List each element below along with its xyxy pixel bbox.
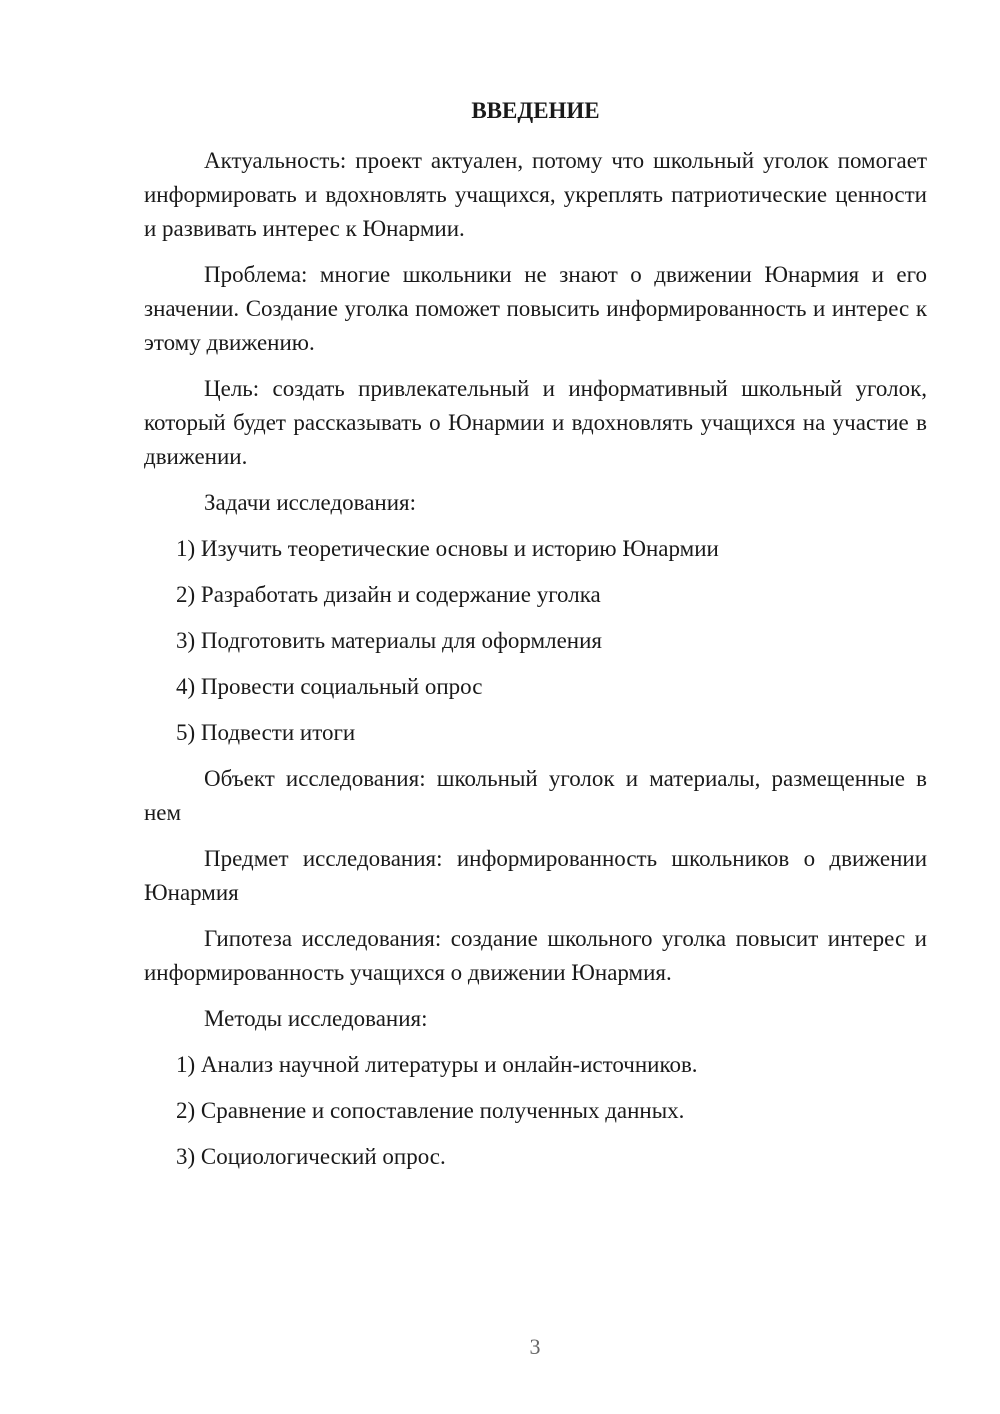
task-item: 3) Подготовить материалы для оформления xyxy=(176,628,602,653)
relevance-paragraph: Актуальность: проект актуален, потому что школьный уголок помогает информировать и вдохновлять учащихся, укреплять патриотические ценности и развивать интерес к Юнармии. xyxy=(144,148,927,241)
task-item: 5) Подвести итоги xyxy=(176,720,356,745)
subject-paragraph: Предмет исследования: информированность школьников о движении Юнармия xyxy=(144,846,927,905)
methods-heading: Методы исследования: xyxy=(204,1006,428,1031)
task-item: 2) Разработать дизайн и содержание уголка xyxy=(176,582,601,607)
task-item: 4) Провести социальный опрос xyxy=(176,674,483,699)
task-item: 1) Изучить теоретические основы и историю Юнармии xyxy=(176,536,719,561)
page-content xyxy=(144,94,927,1186)
problem-paragraph: Проблема: многие школьники не знают о движении Юнармия и его значении. Создание уголка поможет повысить информированность и интерес к этому движению. xyxy=(144,262,927,355)
object-paragraph: Объект исследования: школьный уголок и материалы, размещенные в нем xyxy=(144,766,927,825)
page-number: 3 xyxy=(529,1334,541,1359)
hypothesis-paragraph: Гипотеза исследования: создание школьного уголка повысит интерес и информированность учащихся о движении Юнармия. xyxy=(144,926,927,985)
method-item: 2) Сравнение и сопоставление полученных данных. xyxy=(176,1098,685,1123)
method-item: 1) Анализ научной литературы и онлайн-источников. xyxy=(176,1052,698,1077)
tasks-heading: Задачи исследования: xyxy=(204,490,417,515)
goal-paragraph: Цель: создать привлекательный и информативный школьный уголок, который будет рассказывать о Юнармии и вдохновлять учащихся на участие в движении. xyxy=(144,376,927,469)
page-title: ВВЕДЕНИЕ xyxy=(471,98,600,123)
method-item: 3) Социологический опрос. xyxy=(176,1144,446,1169)
